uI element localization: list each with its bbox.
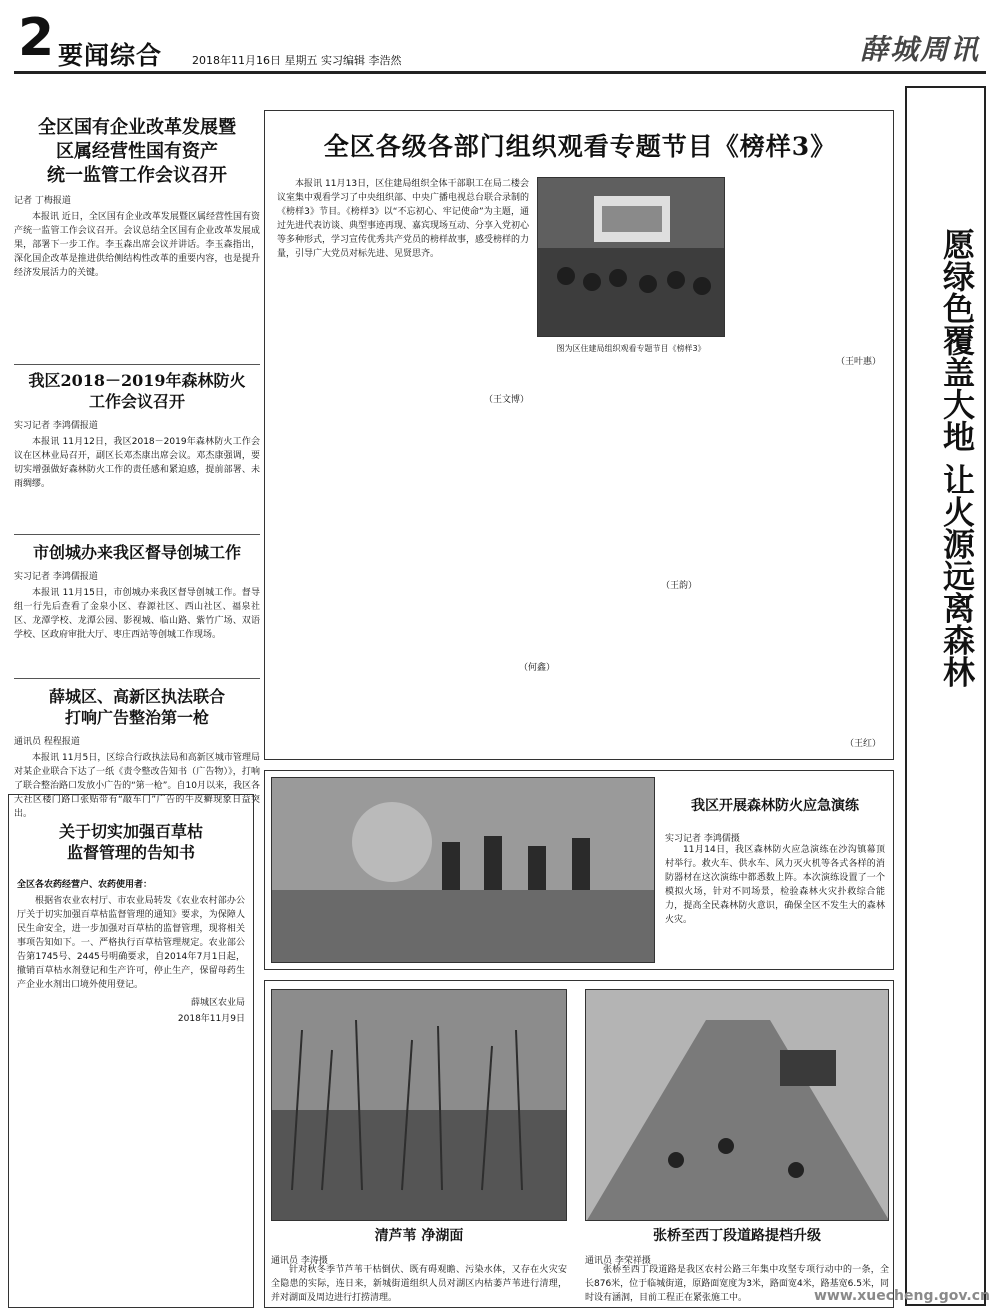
divider bbox=[14, 364, 260, 365]
drill-title: 我区开展森林防火应急演练 bbox=[691, 798, 859, 814]
headline bbox=[14, 116, 260, 187]
road-upgrade-photo bbox=[585, 989, 889, 1221]
headline: 市创城办来我区督导创城工作 bbox=[32, 543, 241, 562]
headline-line: 关于切实加强百草枯 bbox=[58, 822, 203, 841]
notice-date: 2018年11月9日 bbox=[177, 1014, 245, 1025]
banner-text: 愿绿色覆盖大地 让火源远离森林 bbox=[938, 228, 976, 688]
headline-line: 我区2018－2019年森林防火 bbox=[28, 371, 246, 390]
article-civilized-city bbox=[14, 542, 260, 692]
drill-article bbox=[264, 770, 894, 970]
website-url: www.xuecheng.gov.cn bbox=[814, 1288, 990, 1304]
notice-content bbox=[9, 863, 253, 1024]
notice-body: 根据省农业农村厅、市农业局转发《农业农村部办公厅关于切实加强百草枯监督管理的通知》要求，为保障人民生命安全，进一步加强对百草枯的监督管理，现将相关事项告知如下。一、严格执行百草枯管理规定。农业部公告第1745号、2445号明确要求，自2014年7月1日起，撤销百草枯水剂登记和生产许可，停止生产，保留母药生产企业水剂出口境外使用登记。 bbox=[17, 896, 245, 991]
divider bbox=[14, 534, 260, 535]
article-signature: （王韵） bbox=[660, 581, 697, 591]
feature-article bbox=[264, 110, 894, 760]
section-title: 要闻综合 bbox=[58, 41, 163, 70]
drill-body: 11月14日，我区森林防火应急演练在沙沟镇幕顶村举行。救火车、供水车、风力灭火机等各式各样的消防器材在这次演练中都悉数上阵。本次演练设置了一个模拟火场，针对不同场景，检验森林火灾扑救综合能力，提高全民森林防火意识，确保全区不发生大的森林火灾。 bbox=[665, 845, 885, 925]
feature-body: 本报讯 11月13日，区住建局组织全体干部职工在局二楼会议室集中观看学习了中央组织部、中央广播电视总台联合录制的《榜样3》节目。《榜样3》以“不忘初心、牢记使命”为主题，通过先进代表访谈、典型事迹再现、嘉宾现场互动、分享入党初心等多种形式，学习宣传优秀共产党员的榜样故事，感受榜样的力量，引导广大党员对标先进、见贤思齐。 bbox=[277, 179, 530, 259]
article-body: 本报讯 11月5日，区综合行政执法局和高新区城市管理局对某企业联合下达了一纸《责令整改告知书（广告物）》，打响了联合整治路口发放小广告的“第一枪”。自10月以来，我区各大社区楼门路口张贴带有“敲车门”广告的牛皮癣现象日益突出。 bbox=[14, 753, 260, 820]
headline-line: 打响广告整治第一枪 bbox=[64, 708, 209, 728]
byline: 实习记者 李鸿儒摄 bbox=[665, 834, 740, 844]
byline: 实习记者 李鸿儒报道 bbox=[14, 421, 98, 432]
feature-photo bbox=[537, 177, 725, 337]
headline bbox=[14, 686, 260, 728]
notice-headline bbox=[9, 821, 253, 863]
headline-line: 薛城区、高新区执法联合 bbox=[48, 687, 225, 706]
firefighters-image bbox=[272, 778, 655, 963]
byline: 通讯员 程程报道 bbox=[14, 737, 80, 748]
reed-title: 清芦苇 净湖面 bbox=[374, 1228, 464, 1244]
byline: 通讯员 李涛摄 bbox=[271, 1256, 328, 1266]
article-body: 本报讯 11月15日，市创城办来我区督导创城工作。督导组一行先后查看了金泉小区、春源社区、西山社区、福泉社区、龙潭学校、龙潭公园、影视城、临山路、紫竹广场、双语学校、区政府审批大厅、枣庄西站等创城工作现场。 bbox=[14, 588, 260, 641]
page-masthead bbox=[14, 8, 986, 74]
newspaper-logo: 薛城周讯 bbox=[859, 33, 980, 66]
headline-line: 监督管理的告知书 bbox=[66, 843, 195, 863]
byline: 通讯员 李荣祥摄 bbox=[585, 1256, 651, 1266]
notice-salutation: 全区各农药经营户、农药使用者： bbox=[17, 880, 153, 891]
road-construction-image bbox=[586, 990, 889, 1221]
reeds-image bbox=[272, 990, 567, 1221]
reed-clearing-photo bbox=[271, 989, 567, 1221]
notice-box bbox=[8, 794, 254, 1308]
fire-prevention-banner bbox=[905, 86, 986, 1306]
headline-line: 全区国有企业改革发展暨 bbox=[38, 117, 236, 138]
meeting-room-image bbox=[538, 178, 725, 337]
byline: 实习记者 李鸿儒报道 bbox=[14, 572, 98, 583]
headline-line: 区属经营性国有资产 bbox=[56, 140, 218, 162]
divider bbox=[14, 678, 260, 679]
article-body: 本报讯 11月12日，我区2018－2019年森林防火工作会议在区林业局召开，副区长邓杰康出席会议。邓杰康强调，要切实增强做好森林防火工作的责任感和紧迫感，提前部署、未雨绸缪。 bbox=[14, 437, 260, 490]
page-number: 2 bbox=[18, 8, 55, 68]
article-signature: （王叶惠） bbox=[835, 357, 881, 367]
feature-title: 全区各级各部门组织观看专题节目《榜样3》 bbox=[323, 132, 837, 161]
article-signature: （王红） bbox=[844, 739, 881, 749]
headline-line: 统一监管工作会议召开 bbox=[47, 164, 227, 186]
notice-signature: 薛城区农业局 bbox=[190, 998, 245, 1009]
headline-line: 工作会议召开 bbox=[88, 392, 185, 412]
article-signature: （何鑫） bbox=[518, 663, 555, 673]
road-title: 张桥至西丁段道路提档升级 bbox=[653, 1228, 821, 1244]
headline bbox=[14, 370, 260, 412]
photo-caption: 图为区住建局组织观看专题节目《榜样3》 bbox=[556, 344, 706, 353]
reed-body: 针对秋冬季节芦苇干枯倒伏、既有碍观瞻、污染水体，又存在火灾安全隐患的实际，连日来，新城街道组织人员对湖区内枯萎芦苇进行清理，并对湖面及周边进行打捞清理。 bbox=[271, 1265, 567, 1303]
article-body: 本报讯 近日，全区国有企业改革发展暨区属经营性国有资产统一监管工作会议召开。会议总结全区国有企业改革发展成果，部署下一步工作。李玉森出席会议并讲话。李玉森指出，深化国企改革是推进供给侧结构性改革的重要内容，也是提升经济发展活力的关键。 bbox=[14, 212, 260, 279]
byline: 记者 丁梅报道 bbox=[14, 196, 71, 207]
article-signature: （王文博） bbox=[483, 395, 529, 405]
road-body: 张桥至西丁段道路是我区农村公路三年集中攻坚专项行动中的一条，全长876米，位于临城街道，原路面宽度为3米，路面宽4米，路基宽6.5米，同时设有涵洞，目前工程正在紧张施工中。 bbox=[585, 1265, 889, 1303]
photo-stories bbox=[264, 980, 894, 1308]
drill-photo bbox=[271, 777, 655, 963]
issue-meta: 2018年11月16日 星期五 实习编辑 李浩然 bbox=[192, 54, 402, 67]
